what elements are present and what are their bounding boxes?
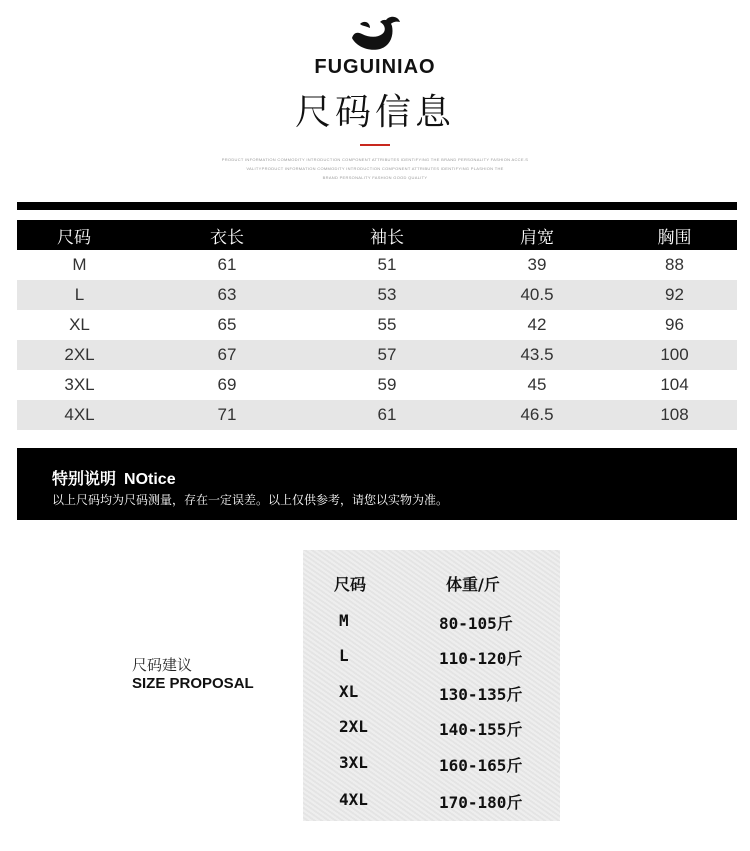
weight-chart-panel [303, 550, 560, 821]
weight-size: 4XL [339, 790, 368, 809]
size-table [17, 220, 737, 430]
table-cell: 92 [665, 285, 684, 304]
table-cell: 46.5 [520, 405, 554, 424]
notice-title-cn: 特别说明 [52, 469, 117, 488]
table-top-bar [17, 202, 737, 210]
table-cell: 39 [527, 255, 547, 274]
weight-row [303, 646, 560, 670]
table-cell: 88 [665, 255, 684, 274]
proposal-label-en: SIZE PROPOSAL [132, 675, 254, 692]
table-cell: 40.5 [520, 285, 554, 304]
weight-row [303, 682, 560, 706]
table-cell: 59 [377, 375, 397, 394]
weight-row [303, 790, 560, 814]
table-cell: 43.5 [520, 345, 554, 364]
table-cell: 69 [217, 375, 237, 394]
fine-print-line: BRAND PERSONALITY FASHION GOOD QUALITY [322, 175, 428, 180]
notice-text: 以上尺码均为尺码测量，存在一定误差。以上仅供参考，请您以实物为准。 [52, 493, 449, 507]
fine-print-line: PRODUCT INFORMATION COMMODITY INTRODUCTION COMPONENT ATTRIBUTES IDENTIFYING THE BRAND PERSONALITY FASHION ACCE.S [221, 157, 529, 162]
weight-size: 3XL [339, 753, 368, 772]
table-cell: M [72, 255, 87, 274]
weight-range: 110-120斤 [439, 649, 523, 668]
notice-title-en: NOtice [124, 471, 176, 488]
header-size: 尺码 [57, 227, 91, 248]
table-cell: XL [69, 315, 90, 334]
table-cell: 96 [665, 315, 684, 334]
table-cell: 61 [377, 405, 397, 424]
brand-name: FUGUINIAO [314, 56, 436, 78]
header-length: 衣长 [210, 227, 244, 248]
table-cell: 104 [660, 375, 689, 394]
table-cell: L [74, 285, 85, 304]
table-cell: 61 [217, 255, 237, 274]
table-row [17, 310, 737, 340]
weight-row [303, 611, 560, 635]
proposal-label-cn: 尺码建议 [132, 656, 193, 674]
table-cell: 42 [527, 315, 547, 334]
table-cell: 2XL [64, 345, 95, 364]
table-cell: 53 [377, 285, 397, 304]
notice-banner [17, 448, 737, 520]
header-shoulder: 肩宽 [520, 227, 554, 248]
table-row [17, 280, 737, 310]
weight-range: 160-165斤 [439, 756, 523, 775]
fine-print-line: VALITYPRODUCT INFORMATION COMMODITY INTRODUCTION COMPONENT ATTRIBUTES IDENTIFYING PLASHION THE [246, 166, 504, 171]
weight-row [303, 717, 560, 741]
table-cell: 3XL [64, 375, 95, 394]
weight-range: 140-155斤 [439, 720, 523, 739]
weight-range: 80-105斤 [439, 614, 513, 633]
table-cell: 57 [377, 345, 397, 364]
notice-title [52, 466, 176, 489]
table-cell: 4XL [64, 405, 95, 424]
weight-range: 130-135斤 [439, 685, 523, 704]
table-cell: 108 [660, 405, 689, 424]
weight-size: 2XL [339, 717, 368, 736]
table-header-row [17, 220, 737, 250]
weight-size: M [339, 611, 349, 630]
weight-range: 170-180斤 [439, 793, 523, 812]
table-cell: 65 [217, 315, 237, 334]
table-cell: 63 [217, 285, 237, 304]
table-cell: 100 [660, 345, 689, 364]
weight-size: XL [339, 682, 359, 701]
weight-header-weight: 体重/斤 [446, 575, 500, 594]
title-divider [360, 144, 390, 146]
table-row [17, 400, 737, 430]
table-cell: 67 [217, 345, 237, 364]
page-title: 尺码信息 [294, 92, 455, 133]
header-sleeve: 袖长 [370, 227, 404, 248]
table-cell: 55 [377, 315, 397, 334]
weight-header-size: 尺码 [334, 575, 367, 594]
weight-size: L [339, 646, 349, 665]
table-cell: 71 [217, 405, 237, 424]
table-row [17, 370, 737, 400]
table-cell: 51 [377, 255, 397, 274]
table-row [17, 340, 737, 370]
header-chest: 胸围 [657, 227, 692, 248]
weight-row [303, 753, 560, 777]
brand-bird-logo-icon [346, 16, 404, 56]
table-row [17, 250, 737, 280]
table-cell: 45 [527, 375, 547, 394]
